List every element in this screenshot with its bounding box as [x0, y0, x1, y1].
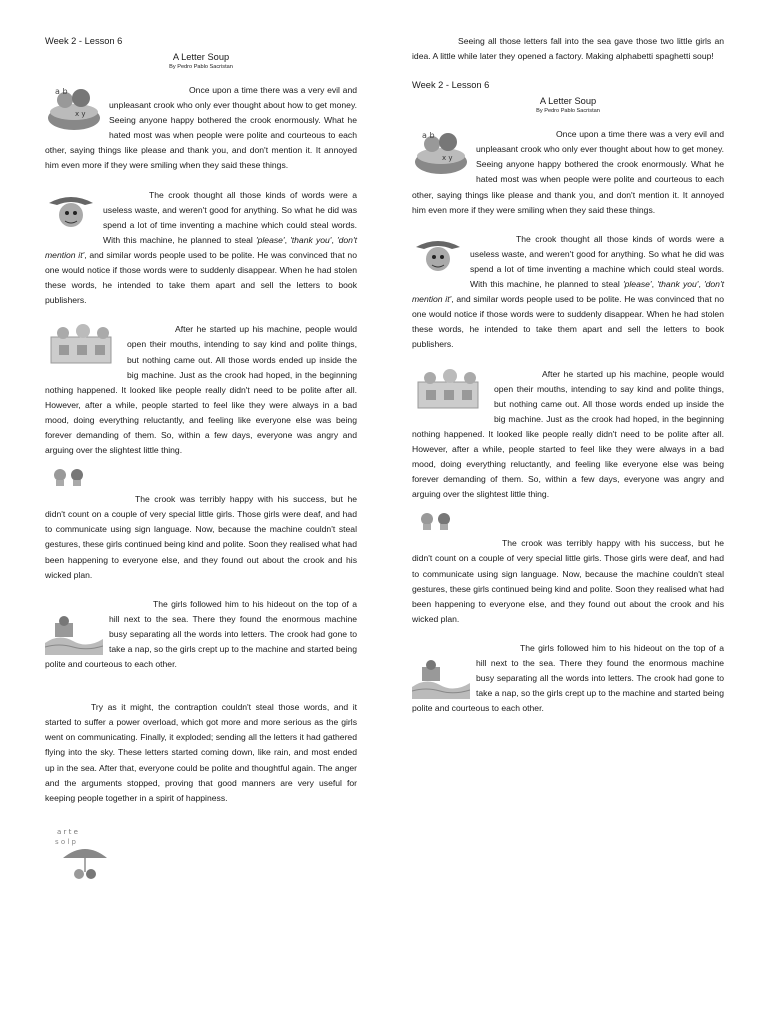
svg-text:a r t e: a r t e — [57, 828, 78, 836]
two-girls-illustration-copy — [418, 512, 724, 530]
lesson-label: Week 2 - Lesson 6 — [45, 36, 123, 46]
story-title-copy: A Letter Soup — [539, 96, 597, 107]
paragraph-2: The crook thought all those kinds of words were a useless waste, and weren't good for anything. So what he did was spend a lot of time inventing a machine which could steal words. With this machine, he planned to steal 'please', 'thank you', 'don't mention it', and similar words people used to be polite. He was convinced that no one would notice if those words were to suddenly disappear. When he had stolen these words, he intended to take them apart and sell the letters to book publishers. — [45, 189, 357, 306]
hilltop-sea-illustration — [45, 613, 103, 655]
paragraph-4-copy: The crook was terribly happy with his success, but he didn't count on a couple of very special little girls. Those girls were deaf, and had to communicate using sign language. Now, because the machine couldn't steal gestures, these girls continued being kind and polite. Soon they realised what had been happening to everyone else, and they found out about the crook and his wicked plan. — [412, 538, 724, 624]
paragraph-3-copy: After he started up his machine, people would open their mouths, intending to say kind and polite things, but nothing came out. All those words ended up inside the big machine. Just as the crook had hoped, in the beginning nothing happened. It looked like people really didn't need to be polite after all. However, after a while, people started to feel like they were always in a bad mood, doing everything reluctantly, and feeling like everyone else was being forever demanding of them. So, within a few days, everyone was angry and arguing over the slightest little thing. — [412, 368, 724, 500]
story-byline-copy: By Pedro Pablo Sacristan — [536, 108, 600, 115]
letter-soup-pot-illustration-copy — [412, 128, 470, 178]
letter-rain-illustration — [53, 824, 117, 887]
two-girls-illustration — [51, 468, 357, 486]
story-byline: By Pedro Pablo Sacristan — [169, 64, 233, 70]
lesson-label-copy: Week 2 - Lesson 6 — [412, 80, 490, 91]
paragraph-5-copy: The girls followed him to his hideout on the top of a hill next to the sea. There they found the enormous machine busy separating all the words into letters. The crook had gone to take a nap, so the girls crept up to the machine and started being polite and courteous to each other. — [412, 642, 724, 714]
word-machine-illustration-copy — [412, 368, 488, 414]
letter-soup-pot-illustration — [45, 84, 103, 134]
paragraph-5: The girls followed him to his hideout on the top of a hill next to the sea. There they found the enormous machine busy separating all the words into letters. The crook had gone to take a nap, so the girls crept up to the machine and started being polite and courteous to each other. — [45, 598, 357, 670]
svg-text:x y: x y — [75, 110, 86, 118]
paragraph-2-copy: The crook thought all those kinds of words were a useless waste, and weren't good for anything. So what he did was spend a lot of time inventing a machine which could steal words. With this machine, he planned to steal 'please', 'thank you', 'don't mention it', and similar words people used to be polite. He was convinced that no one would notice if those words were to suddenly disappear. When he had stolen these words, he intended to take them apart and sell the letters to book publishers. — [412, 233, 724, 350]
ending-paragraph: Seeing all those letters fall into the sea gave those two little girls an idea. A little while later they opened a factory. Making alphabetti spaghetti soup! — [412, 36, 724, 62]
paragraph-1: a b x y Once upon a time there was a very evil and unpleasant crook who only ever thought about how to get money. Seeing anyone happy bothered the crook enormously. What he hated most was when people were polite and courteous to each other, saying things like please and thank you, and don't mention it. It annoyed him even more if they were smiling when they said these things. — [45, 85, 357, 171]
left-column — [45, 34, 357, 846]
crook-in-hat-illustration — [45, 189, 97, 233]
svg-text:s o l p: s o l p — [55, 838, 76, 846]
word-machine-illustration — [45, 323, 121, 369]
paragraph-6: Try as it might, the contraption couldn't steal those words, and it started to suffer a power overload, which got more and more serious as the girls went on communicating. Finally, it exploded; sending all the letters it had gathered flying into the sky. These letters started coming down, like rain, and most ended up in the sea. After that, everyone could be polite and thoughtful again. The anger and the arguments stopped, proving that good manners are very useful for keeping people together in a spirit of happiness. — [45, 702, 357, 803]
story-title: A Letter Soup — [172, 52, 230, 62]
svg-text:a b: a b — [422, 131, 435, 141]
svg-text:a b: a b — [55, 87, 68, 96]
hilltop-sea-illustration-copy — [412, 657, 470, 699]
paragraph-3: After he started up his machine, people would open their mouths, intending to say kind and polite things, but nothing came out. All those words ended up inside the big machine. Just as the crook had hoped, in the beginning nothing happened. It looked like people really didn't need to be polite after all. However, after a while, people started to feel like they were always in a bad mood, doing everything reluctantly, and feeling like everyone else was being forever demanding of them. So, within a few days, everyone was angry and arguing over the slightest little thing. — [45, 324, 357, 456]
svg-text:x y: x y — [442, 154, 453, 163]
paragraph-4: The crook was terribly happy with his success, but he didn't count on a couple of very special little girls. Those girls were deaf, and had to communicate using sign language. Now, because the machine couldn't steal gestures, these girls continued being kind and polite. Soon they realised what had been happening to everyone else, and they found out about the crook and his wicked plan. — [45, 494, 357, 580]
crook-in-hat-illustration-copy — [412, 233, 464, 277]
paragraph-1-copy: a b x y Once upon a time there was a very evil and unpleasant crook who only ever thought about how to get money. Seeing anyone happy bothered the crook enormously. What he hated most was when people were polite and courteous to each other, saying things like please and thank you, and don't mention it. It annoyed him even more if they were smiling when they said these things. — [412, 129, 724, 215]
right-column — [412, 34, 724, 716]
